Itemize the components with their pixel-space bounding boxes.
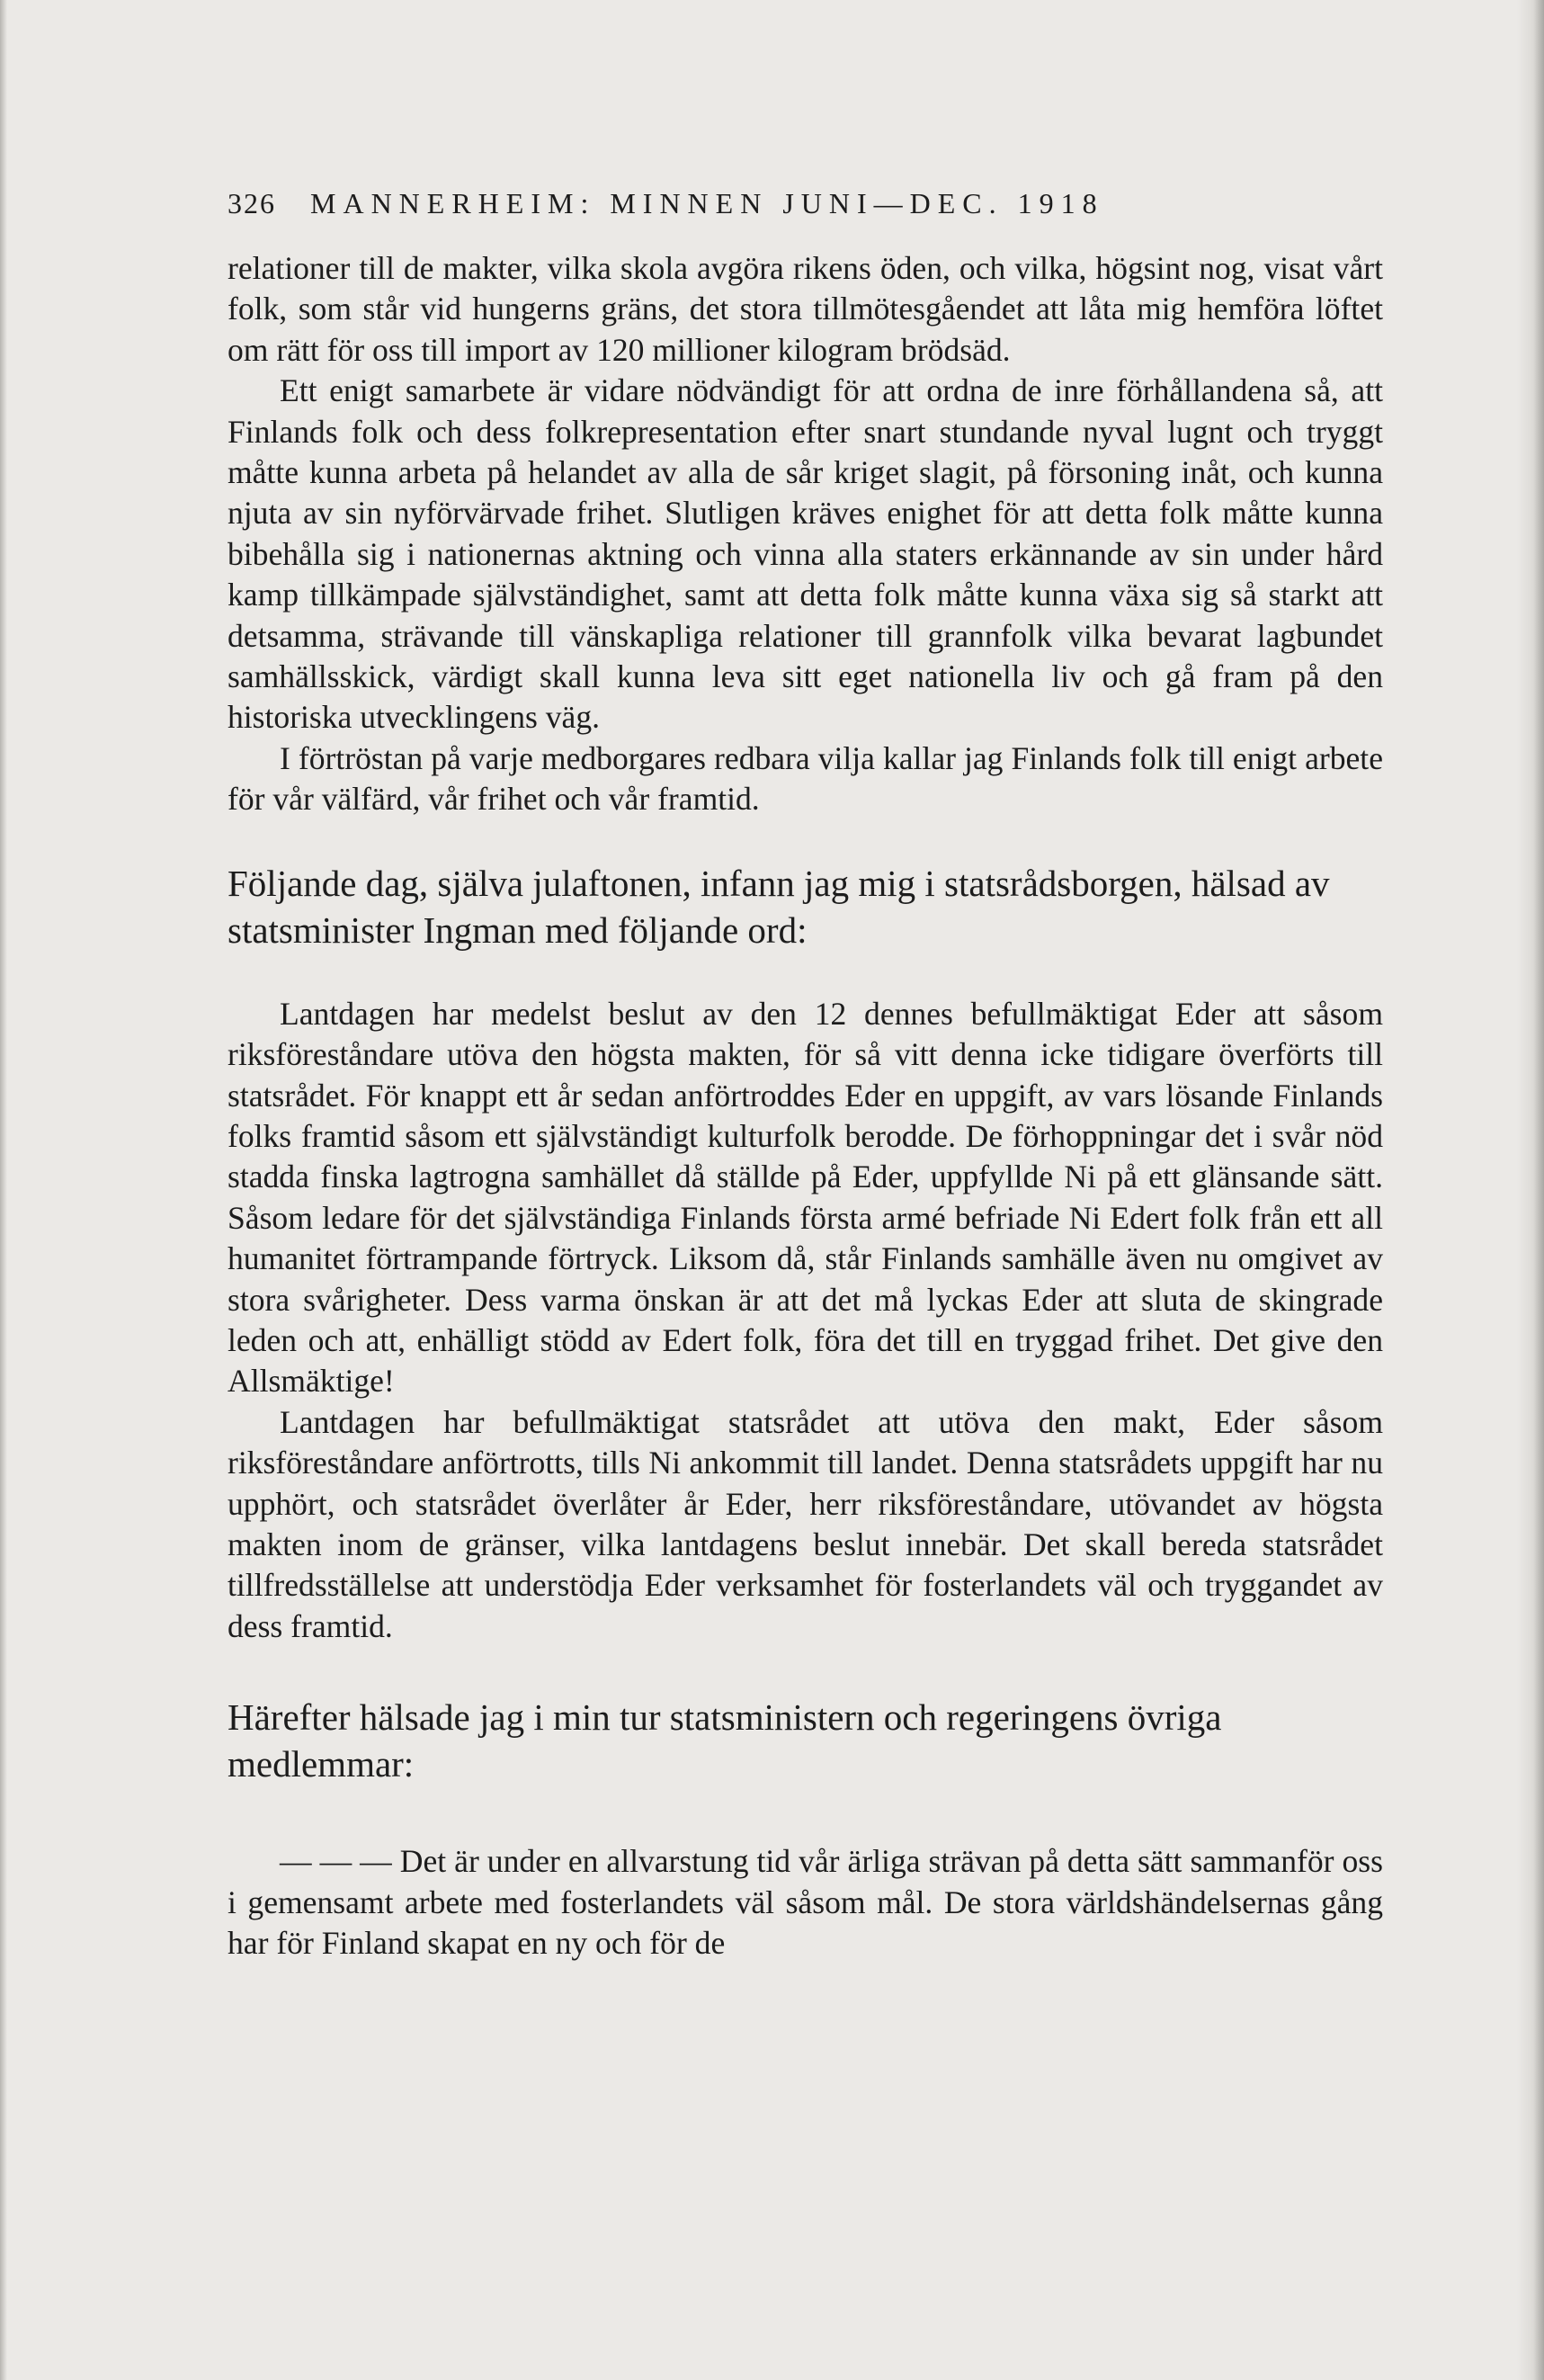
proclamation-text <box>228 248 1383 820</box>
reply-paragraph-1: — — — Det är under en allvarstung tid vår ärliga strävan på detta sätt sammanför oss i gemensamt arbete med fosterlandets väl såsom mål. De stora världshändelsernas gång har för Finland skapat en ny och för de <box>228 1843 1383 1961</box>
page-number: 326 <box>228 187 276 219</box>
narrative-intro-2: Härefter hälsade jag i min tur statsministern och regeringens övriga medlemmar: <box>228 1696 1222 1785</box>
mannerheim-reply <box>228 1841 1383 1964</box>
narrative-intro-1: Följande dag, själva julaftonen, infann jag mig i statsrådsborgen, hälsad av statsminister Ingman med följande ord: <box>228 862 1330 951</box>
running-title: MANNERHEIM: MINNEN JUNI—DEC. 1918 <box>310 187 1104 219</box>
speech-paragraph-2: Lantdagen har befullmäktigat statsrådet att utöva den makt, Eder såsom riksföreståndare anförtrotts, tills Ni ankommit till landet. Denna statsrådets uppgift har nu upphört, och statsrådet överlåter år Eder, herr riksföreståndare, utövandet av högsta makten inom de gränser, vilka lantdagens beslut innebär. Det skall bereda statsrådet tillfredsställelse att understödja Eder verksamhet för fosterlandets väl och tryggandet av dess framtid. <box>228 1403 1383 1644</box>
page-right-edge-shadow <box>1517 0 1544 2380</box>
book-page <box>228 176 1383 1964</box>
page-left-edge-shadow <box>0 0 7 2380</box>
paragraph-1: relationer till de makter, vilka skola avgöra rikens öden, och vilka, högsint nog, visat vårt folk, som står vid hungerns gräns, det stora tillmötesgåendet att låta mig hemföra löftet om rätt för oss till import av 120 millioner kilogram brödsäd. <box>228 250 1383 368</box>
ingman-speech <box>228 994 1383 1648</box>
paragraph-3: I förtröstan på varje medborgares redbara vilja kallar jag Finlands folk till enigt arbete för vår välfärd, vår frihet och vår framtid. <box>228 739 1383 818</box>
paragraph-2: Ett enigt samarbete är vidare nödvändigt för att ordna de inre förhållandena så, att Finlands folk och dess folkrepresentation efter snart stundande nyval lugnt och tryggt måtte kunna arbeta på helandet av alla de sår kriget slagit, på försoning inåt, och kunna njuta av sin nyförvärvade frihet. Slutligen kräves enighet för att detta folk måtte kunna bibehålla sig i nationernas aktning och vinna alla staters erkännande av sin under hård kamp tillkämpade självständighet, samt att detta folk måtte kunna växa sig så starkt att detsamma, strävande till vänskapliga relationer till grannfolk vilka bevarat lagbundet samhällsskick, värdigt skall kunna leva sitt eget nationella liv och gå fram på den historiska utvecklingens väg. <box>228 372 1383 736</box>
running-header <box>228 176 1383 230</box>
speech-paragraph-1: Lantdagen har medelst beslut av den 12 dennes befullmäktigat Eder att såsom riksföreståndare utöva den högsta makten, för så vitt denna icke tidigare överförts till statsrådet. För knappt ett år sedan anförtroddes Eder en uppgift, av vars lösande Finlands folks framtid såsom ett självständigt kulturfolk berodde. De förhoppningar det i svår nöd stadda finska lagtrogna samhället då ställde på Eder, uppfyllde Ni på ett glänsande sätt. Såsom ledare för det självständiga Finlands första armé befriade Ni Edert folk från ett all humanitet förtrampande förtryck. Liksom då, står Finlands samhälle även nu omgivet av stora svårigheter. Dess varma önskan är att det må lyckas Eder att sluta de skingrade leden och att, enhälligt stödd av Edert folk, föra det till en tryggad frihet. Det give den Allsmäktige! <box>228 995 1383 1400</box>
